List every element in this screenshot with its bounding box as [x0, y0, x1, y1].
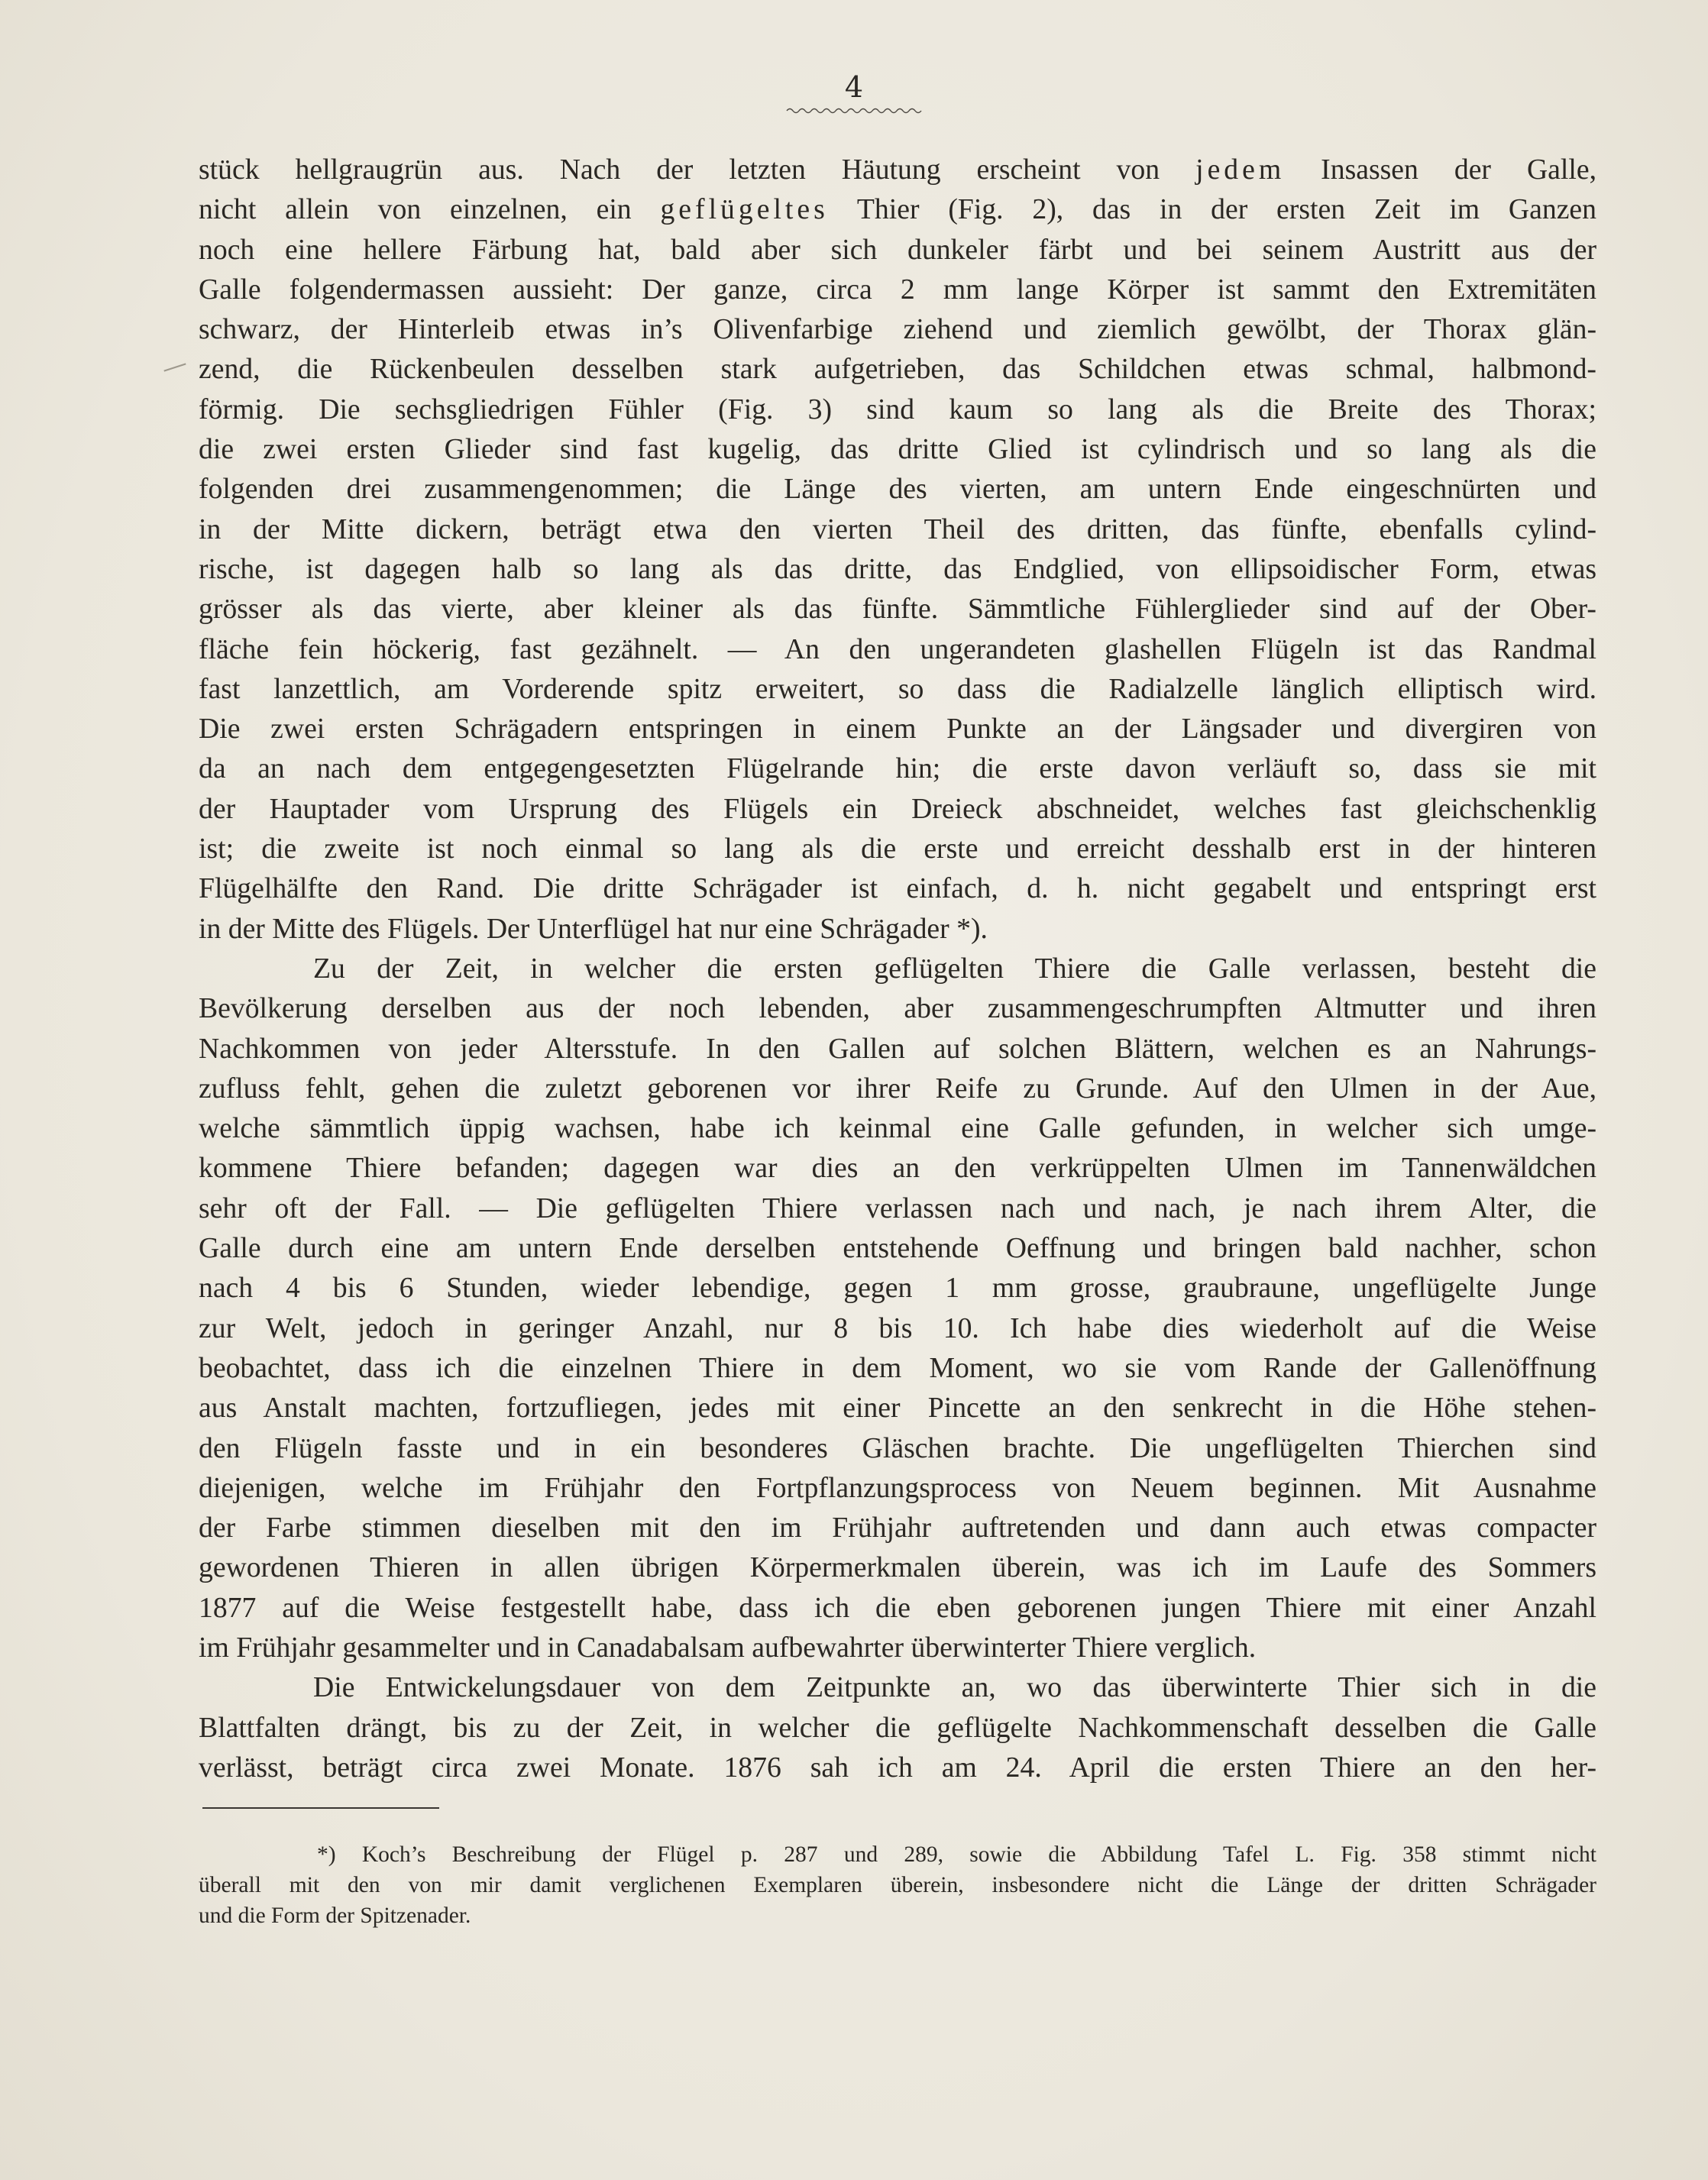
text-segment: nicht allein von einzelnen, ein [199, 193, 661, 226]
text-line [199, 390, 1596, 429]
text-line [199, 349, 1596, 389]
emphasized-word: geflügeltes [660, 193, 829, 226]
text-segment: verlässt, beträgt circa zwei Monate. 1876 sah ich am 24. April die ersten Thiere an den her- [199, 1751, 1596, 1784]
footnote-line: *) Koch’s Beschreibung der Flügel p. 287 und 289, sowie die Abbildung Tafel L. Fig. 358 stimmt nicht [317, 1842, 1596, 1867]
text-segment: in der Mitte des Flügels. Der Unterflügel hat nur eine Schrägader *). [199, 912, 988, 945]
text-segment: der Hauptader vom Ursprung des Flügels ein Dreieck abschneidet, welches fast gleichschenklig [199, 792, 1596, 825]
footnote-line: überall mit den von mir damit verglichenen Exemplaren überein, insbesondere nicht die Länge der dritten Schrägader [199, 1873, 1596, 1897]
text-segment: grösser als das vierte, aber kleiner als das fünfte. Sämmtliche Fühlerglieder sind auf der Ober- [199, 593, 1596, 626]
text-segment: Die Entwickelungsdauer von dem Zeitpunkte an, wo das überwinterte Thier sich in die [313, 1671, 1596, 1704]
text-line [199, 1148, 1596, 1188]
text-line [199, 1029, 1596, 1069]
text-segment: in der Mitte dickern, beträgt etwa den vierten Theil des dritten, das fünfte, ebenfalls cylind- [199, 513, 1596, 545]
text-line [199, 949, 1596, 988]
text-line [199, 1468, 1596, 1508]
page-header [0, 70, 1708, 116]
page-number: 4 [844, 70, 864, 104]
text-segment: fast lanzettlich, am Vorderende spitz erweitert, so dass die Radialzelle länglich elliptisch wird. [199, 672, 1596, 705]
text-line [199, 829, 1596, 868]
text-line [199, 669, 1596, 709]
text-line [199, 1348, 1596, 1388]
text-segment: 1877 auf die Weise festgestellt habe, dass ich die eben geborenen jungen Thiere mit einer Anzahl [199, 1591, 1596, 1624]
text-segment: Die zwei ersten Schrägadern entspringen in einem Punkte an der Längsader und divergiren von [199, 713, 1596, 746]
text-segment: im Frühjahr gesammelter und in Canadabalsam aufbewahrter überwinterter Thiere verglich. [199, 1631, 1257, 1664]
text-line [199, 868, 1596, 908]
emphasized-word: jedem [1195, 154, 1286, 186]
footnote-rule [202, 1807, 439, 1809]
text-line [199, 1428, 1596, 1468]
footnote [199, 1839, 1596, 1931]
text-segment: da an nach dem entgegengesetzten Flügelrande hin; die erste davon verläuft so, dass sie mit [199, 752, 1596, 785]
text-line [199, 230, 1596, 270]
text-line [199, 1748, 1596, 1787]
text-line [199, 1628, 1596, 1667]
text-line [199, 1388, 1596, 1428]
text-line [199, 1708, 1596, 1748]
text-line [199, 1069, 1596, 1108]
text-line [199, 549, 1596, 589]
text-segment: Nachkommen von jeder Altersstufe. In den Gallen auf solchen Blättern, welchen es an Nahrungs- [199, 1032, 1596, 1065]
text-segment: folgenden drei zusammengenommen; die Länge des vierten, am untern Ende eingeschnürten und [199, 473, 1596, 506]
text-segment: Blattfalten drängt, bis zu der Zeit, in welcher die geflügelte Nachkommenschaft desselben die Galle [199, 1711, 1596, 1744]
text-segment: der Farbe stimmen dieselben mit den im Frühjahr auftretenden und dann auch etwas compacter [199, 1512, 1596, 1544]
text-line [199, 1667, 1596, 1707]
text-segment: Galle folgendermassen aussieht: Der ganze, circa 2 mm lange Körper ist sammt den Extremitäten [199, 273, 1596, 306]
wavy-rule-ornament-icon [785, 105, 923, 116]
text-line [199, 1189, 1596, 1228]
text-segment: beobachtet, dass ich die einzelnen Thiere in dem Moment, wo sie vom Rande der Gallenöffnung [199, 1351, 1596, 1384]
text-segment: rische, ist dagegen halb so lang als das dritte, das Endglied, von ellipsoidischer Form, etwas [199, 552, 1596, 585]
text-line [199, 1588, 1596, 1628]
text-segment: sehr oft der Fall. — Die geflügelten Thiere verlassen nach und nach, je nach ihrem Alter, die [199, 1192, 1596, 1224]
text-segment: den Flügeln fasste und in ein besonderes Gläschen brachte. Die ungeflügelten Thierchen sind [199, 1431, 1596, 1464]
text-segment: zend, die Rückenbeulen desselben stark aufgetrieben, das Schildchen etwas schmal, halbmond- [199, 353, 1596, 386]
text-segment: schwarz, der Hinterleib etwas in’s Olivenfarbige ziehend und ziemlich gewölbt, der Thorax glän- [199, 313, 1596, 346]
text-segment: Bevölkerung derselben aus der noch lebenden, aber zusammengeschrumpften Altmutter und ihren [199, 992, 1596, 1025]
text-segment: nach 4 bis 6 Stunden, wieder lebendige, gegen 1 mm grosse, graubraune, ungeflügelte Junge [199, 1272, 1596, 1305]
text-segment: förmig. Die sechsgliedrigen Fühler (Fig. 3) sind kaum so lang als die Breite des Thorax; [199, 393, 1596, 425]
text-line [199, 988, 1596, 1028]
text-segment: fläche fein höckerig, fast gezähnelt. — An den ungerandeten glashellen Flügeln ist das Randmal [199, 632, 1596, 665]
text-segment: zur Welt, jedoch in geringer Anzahl, nur 8 bis 10. Ich habe dies wiederholt auf die Weise [199, 1312, 1596, 1344]
text-segment: aus Anstalt machten, fortzufliegen, jedes mit einer Pincette an den senkrecht in die Höhe stehen- [199, 1392, 1596, 1425]
text-line [199, 509, 1596, 549]
text-line [199, 429, 1596, 469]
text-line [199, 1268, 1596, 1308]
text-line [199, 270, 1596, 309]
text-line [199, 1108, 1596, 1148]
text-segment: Zu der Zeit, in welcher die ersten geflügelten Thiere die Galle verlassen, besteht die [313, 952, 1596, 985]
text-line [199, 789, 1596, 829]
text-line [199, 469, 1596, 509]
body-text [199, 150, 1596, 1787]
text-line [199, 309, 1596, 349]
text-segment: Flügelhälfte den Rand. Die dritte Schrägader ist einfach, d. h. nicht gegabelt und entspringt erst [199, 872, 1596, 905]
text-line [199, 589, 1596, 629]
text-line [199, 749, 1596, 788]
text-line [199, 709, 1596, 749]
text-segment: gewordenen Thieren in allen übrigen Körpermerkmalen überein, was ich im Laufe des Sommers [199, 1551, 1596, 1584]
text-segment: diejenigen, welche im Frühjahr den Fortpflanzungsprocess von Neuem beginnen. Mit Ausnahme [199, 1471, 1596, 1504]
text-segment: noch eine hellere Färbung hat, bald aber sich dunkeler färbt und bei seinem Austritt aus der [199, 233, 1596, 266]
text-segment: Thier (Fig. 2), das in der ersten Zeit im Ganzen [828, 193, 1597, 226]
text-segment: stück hellgraugrün aus. Nach der letzten Häutung erscheint von [199, 154, 1196, 186]
text-segment: kommene Thiere befanden; dagegen war dies an den verkrüppelten Ulmen im Tannenwäldchen [199, 1152, 1596, 1185]
text-segment: Insassen der Galle, [1285, 154, 1596, 186]
text-line [199, 909, 1596, 949]
text-line [199, 629, 1596, 669]
text-line [199, 1228, 1596, 1268]
margin-mark [163, 363, 186, 371]
text-line [199, 1508, 1596, 1548]
text-line [199, 150, 1596, 189]
text-segment: Galle durch eine am untern Ende derselben entstehende Oeffnung und bringen bald nachher, schon [199, 1232, 1596, 1265]
footnote-line: und die Form der Spitzenader. [199, 1903, 471, 1928]
text-line [199, 1548, 1596, 1587]
text-segment: ist; die zweite ist noch einmal so lang als die erste und erreicht desshalb erst in der hinteren [199, 833, 1596, 865]
text-segment: die zwei ersten Glieder sind fast kugelig, das dritte Glied ist cylindrisch und so lang als die [199, 433, 1596, 466]
text-line [199, 189, 1596, 229]
text-segment: welche sämmtlich üppig wachsen, habe ich keinmal eine Galle gefunden, in welcher sich umge- [199, 1112, 1596, 1145]
text-line [199, 1308, 1596, 1348]
text-segment: zufluss fehlt, gehen die zuletzt geborenen vor ihrer Reife zu Grunde. Auf den Ulmen in der Aue, [199, 1072, 1596, 1105]
